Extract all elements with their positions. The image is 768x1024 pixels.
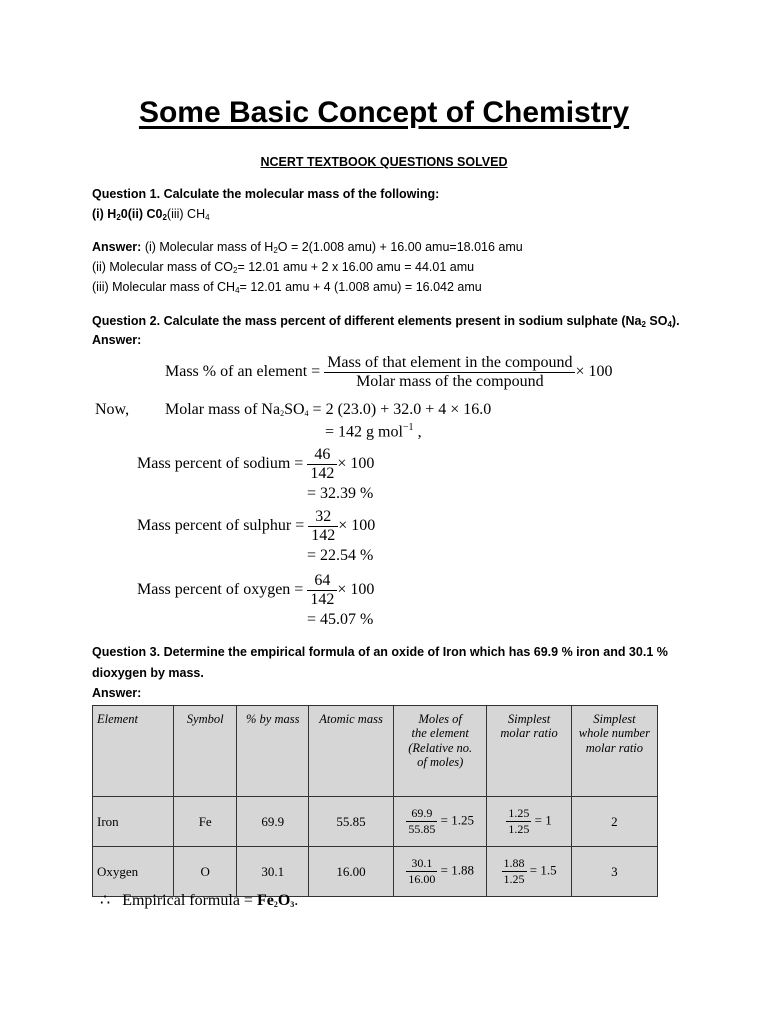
header-atomic-mass: Atomic mass: [309, 706, 394, 797]
empirical-formula: ∴ Empirical formula = $Fe_2O_3$.: [100, 892, 299, 909]
question-1-text: Calculate the molecular mass of the following:: [163, 187, 440, 201]
header-simplest: Simplest molar ratio: [487, 706, 571, 797]
question-3-line-2: dioxygen by mass.: [92, 666, 204, 680]
question-2: Question 2. Calculate the mass percent of different elements present in sodium sulphate ($Na_2$ $SO_4$).: [92, 314, 680, 329]
header-whole: Simplest whole number molar ratio: [571, 706, 657, 797]
oxygen-percent: Mass percent of oxygen = $\frac{64}{142}$ × 100: [137, 572, 375, 608]
question-1-items: (i) $H_20(ii)$ $C0_2(iii)$ $CH_4$: [92, 207, 210, 222]
page-subtitle: NCERT TEXTBOOK QUESTIONS SOLVED: [260, 155, 508, 169]
mass-percent-formula: Mass % of an element = $\frac{\text{Mass of that element in the compound}}{\text{Molar mass of the compound}}$ × 100: [165, 354, 613, 390]
sulphur-percent: Mass percent of sulphur = $\frac{32}{142}$ × 100: [137, 508, 376, 544]
sulphur-result: = 22.54 %: [307, 547, 374, 564]
table-header-row: [93, 706, 658, 797]
answer-2-label: Answer:: [92, 333, 142, 347]
oxygen-result: = 45.07 %: [307, 611, 374, 628]
question-1-label: Question 1.: [92, 187, 161, 201]
page-title: Some Basic Concept of Chemistry: [138, 96, 630, 129]
header-by-mass: % by mass: [237, 706, 309, 797]
answer-3-label: Answer:: [92, 686, 142, 700]
empirical-formula-table: [92, 705, 658, 897]
table-row: Oxygen O 30.1 16.00 $\frac{30.1}{16.00}$ = 1.88 $\frac{1.88}{1.25}$ = 1.5 3: [93, 847, 658, 897]
answer-1-label: Answer:: [92, 240, 142, 254]
header-moles: Moles of the element (Relative no. of moles): [394, 706, 487, 797]
question-2-label: Question 2.: [92, 314, 161, 328]
question-3: Question 3. Determine the empirical formula of an oxide of Iron which has 69.9 % iron and 30.1 %: [92, 645, 668, 659]
answer-1-line-1: Answer: (i) Molecular mass of $H_2O = 2(1.008$ amu) + 16.00 amu=18.016 amu: [92, 240, 523, 255]
question-3-label: Question 3.: [92, 645, 161, 659]
answer-1-line-3: (iii) Molecular mass of $CH_4= 12.01$ amu + 4 (1.008 amu) = 16.042 amu: [92, 280, 482, 295]
answer-1-line-2: (ii) Molecular mass of $CO_2= 12.01$ amu + 2 x 16.00 amu = 44.01 amu: [92, 260, 475, 275]
header-element: Element: [93, 706, 174, 797]
table-row: Iron Fe 69.9 55.85 $\frac{69.9}{55.85}$ = 1.25 $\frac{1.25}{1.25}$ = 1 2: [93, 797, 658, 847]
molar-mass-line: Molar mass of $Na_2SO_4 = 2$ (23.0) + 32.0 + 4 × 16.0: [165, 401, 492, 418]
molar-mass-result: = 142 g mol$^{-1}$ ,: [325, 422, 422, 441]
now-label: Now,: [95, 401, 130, 418]
sodium-result: = 32.39 %: [307, 485, 374, 502]
question-1: [92, 187, 439, 201]
header-symbol: Symbol: [173, 706, 237, 797]
sodium-percent: Mass percent of sodium = $\frac{46}{142}$ × 100: [137, 446, 375, 482]
